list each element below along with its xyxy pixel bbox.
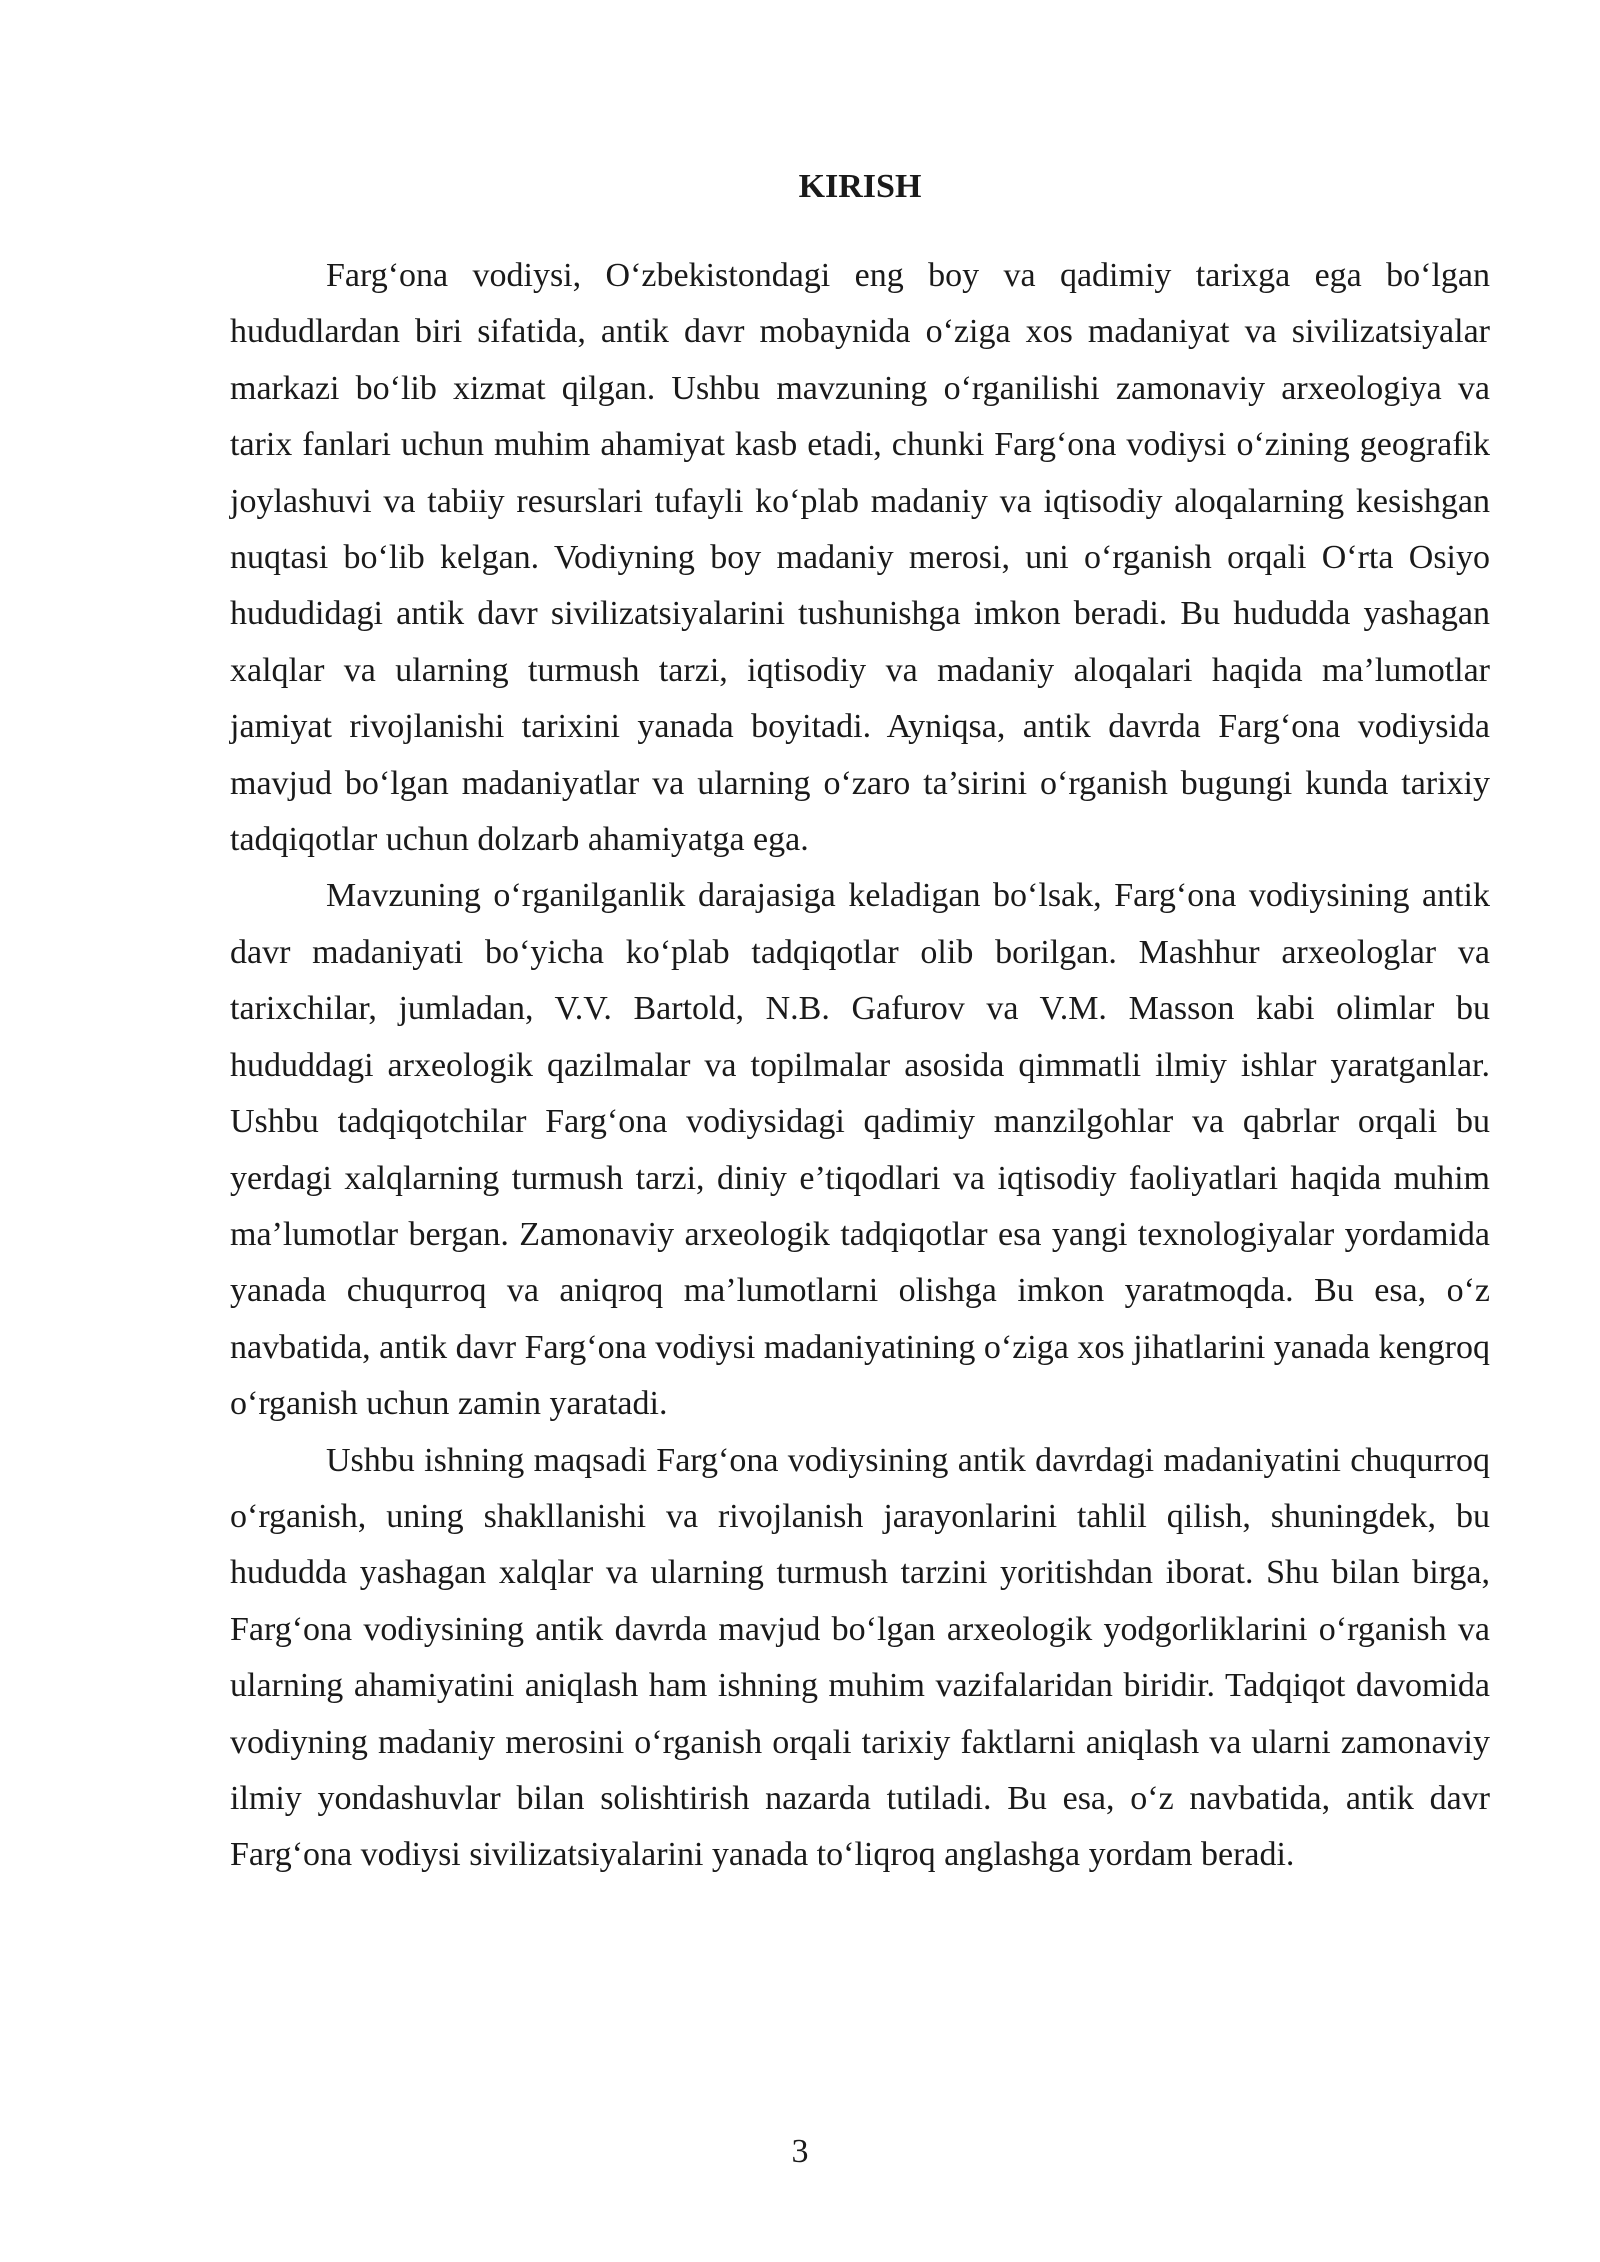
paragraph-research-goal: Ushbu ishning maqsadi Farg‘ona vodiysining antik davrdagi madaniyatini chuqurroq o‘rganish, uning shakllanishi va rivojlanish jarayonlarini tahlil qilish, shuningdek, bu hududda yashagan xalqlar va ularning turmush tarzini yoritishdan iborat. Shu bilan birga, Farg‘ona vodiysining antik davrda mavjud bo‘lgan arxeologik yodgorliklarini o‘rganish va ularning ahamiyatini aniqlash ham ishning muhim vazifalaridan biridir. Tadqiqot davomida vodiyning madaniy merosini o‘rganish orqali tarixiy faktlarni aniqlash va ularni zamonaviy ilmiy yondashuvlar bilan solishtirish nazarda tutiladi. Bu esa, o‘z navbatida, antik davr Farg‘ona vodiysi sivilizatsiyalarini yanada to‘liqroq anglashga yordam beradi. xyxy=(230,1441,1490,1874)
paragraph-introduction: Farg‘ona vodiysi, O‘zbekistondagi eng boy va qadimiy tarixga ega bo‘lgan hududlardan biri sifatida, antik davr mobaynida o‘ziga xos madaniyat va sivilizatsiyalar markazi bo‘lib xizmat qilgan. Ushbu mavzuning o‘rganilishi zamonaviy arxeologiya va tarix fanlari uchun muhim ahamiyat kasb etadi, chunki Farg‘ona vodiysi o‘zining geografik joylashuvi va tabiiy resurslari tufayli ko‘plab madaniy va iqtisodiy aloqalarning kesishgan nuqtasi bo‘lib kelgan. Vodiyning boy madaniy merosi, uni o‘rganish orqali O‘rta Osiyo hududidagi antik davr sivilizatsiyalarini tushunishga imkon beradi. Bu hududda yashagan xalqlar va ularning turmush tarzi, iqtisodiy va madaniy aloqalari haqida ma’lumotlar jamiyat rivojlanishi tarixini yanada boyitadi. Ayniqsa, antik davrda Farg‘ona vodiysida mavjud bo‘lgan madaniyatlar va ularning o‘zaro ta’sirini o‘rganish bugungi kunda tarixiy tadqiqotlar uchun dolzarb ahamiyatga ega. xyxy=(230,257,1490,859)
section-heading: KIRISH xyxy=(798,168,922,205)
page-number: 3 xyxy=(791,2133,809,2170)
paragraph-study-level: Mavzuning o‘rganilganlik darajasiga keladigan bo‘lsak, Farg‘ona vodiysining antik davr madaniyati bo‘yicha ko‘plab tadqiqotlar olib borilgan. Mashhur arxeologlar va tarixchilar, jumladan, V.V. Bartold, N.B. Gafurov va V.M. Masson kabi olimlar bu hududdagi arxeologik qazilmalar va topilmalar asosida qimmatli ilmiy ishlar yaratganlar. Ushbu tadqiqotchilar Farg‘ona vodiysidagi qadimiy manzilgohlar va qabrlar orqali bu yerdagi xalqlarning turmush tarzi, diniy e’tiqodlari va iqtisodiy faoliyatlari haqida muhim ma’lumotlar bergan. Zamonaviy arxeologik tadqiqotlar esa yangi texnologiyalar yordamida yanada chuqurroq va aniqroq ma’lumotlarni olishga imkon yaratmoqda. Bu esa, o‘z navbatida, antik davr Farg‘ona vodiysi madaniyatining o‘ziga xos jihatlarini yanada kengroq o‘rganish uchun zamin yaratadi. xyxy=(230,877,1490,1423)
body-text xyxy=(230,248,1490,1884)
